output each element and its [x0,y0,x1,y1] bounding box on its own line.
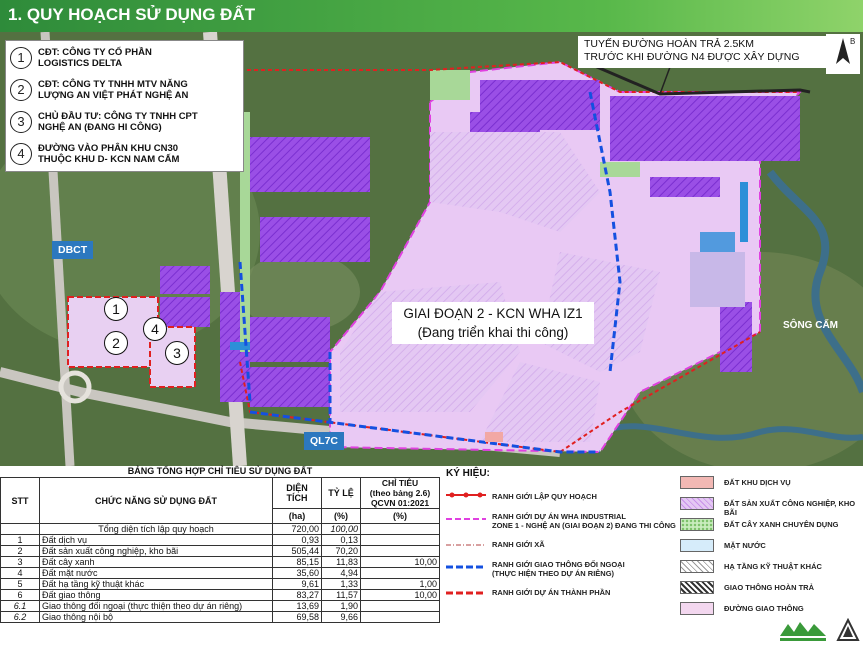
cell [361,535,440,546]
col-area: DIỆN TÍCH [273,478,322,509]
cell: 83,27 [273,590,322,601]
blue-dash-line-icon [446,562,486,572]
symbol-label: RANH GIỚI LẬP QUY HOẠCH [492,492,597,501]
col-norm: CHỈ TIÊU (theo bảng 2.6) QCVN 01:2021 [361,478,440,509]
cell [361,568,440,579]
cell: 85,15 [273,557,322,568]
header-bar [0,0,863,32]
legend-text: CĐT: CÔNG TY TNHH MTV NĂNG LƯỢNG AN VIỆT PHÁT NGHỆ AN [38,79,189,101]
return-road-note: TUYẾN ĐƯỜNG HOÀN TRẢ 2.5KM TRƯỚC KHI ĐƯỜNG N4 ĐƯỢC XÂY DỰNG [578,36,826,68]
cell: 1,90 [322,601,361,612]
table-row [1,612,440,623]
cell: 10,00 [361,557,440,568]
map-marker[interactable]: 3 [165,341,189,365]
cell: 1,33 [322,579,361,590]
cell: 9,66 [322,612,361,623]
col-stt: STT [1,478,40,524]
red-dot-line-icon [446,490,486,500]
cell: 4 [1,568,40,579]
cell: 6.1 [1,601,40,612]
land-use-grid [0,477,440,623]
legend-item [6,107,243,137]
legend-text: CHỦ ĐẦU TƯ: CÔNG TY TNHH CPT NGHỆ AN (ĐANG HI CÔNG) [38,111,198,133]
table-row [1,535,440,546]
cell: 11,83 [322,557,361,568]
cell: Đất cây xanh [40,557,273,568]
symbol-label: RANH GIỚI XÃ [492,540,545,549]
project-legend [5,40,244,172]
cell [361,601,440,612]
table-row [1,557,440,568]
table-row [1,546,440,557]
red-dash-line-icon [446,588,486,598]
symbol-label: ĐẤT KHU DỊCH VỤ [724,478,791,487]
company-logo [778,618,828,644]
symbol-label: MẶT NƯỚC [724,541,766,550]
legend-item [6,43,243,73]
symbol-label: ĐẤT CÂY XANH CHUYÊN DỤNG [724,520,839,529]
marker-number: 3 [10,111,32,133]
green-land-swatch [680,518,714,531]
marker-number: 1 [10,47,32,69]
unit-ratio: (%) [322,509,361,524]
cell: 0,13 [322,535,361,546]
industrial-block [245,137,370,192]
table-row [1,601,440,612]
symbol-label: HẠ TẦNG KỸ THUẬT KHÁC [724,562,822,571]
col-function: CHỨC NĂNG SỬ DỤNG ĐẤT [40,478,273,524]
cell: 69,58 [273,612,322,623]
cell: 11,57 [322,590,361,601]
cell: Đất dịch vụ [40,535,273,546]
cell: 6.2 [1,612,40,623]
unit-norm: (%) [361,509,440,524]
land-use-table [0,466,440,648]
marker-number: 4 [10,143,32,165]
unit-area: (ha) [273,509,322,524]
cell: 1 [1,535,40,546]
cell: Giao thông nội bộ [40,612,273,623]
industrial-block [260,217,370,262]
legend-item [6,75,243,105]
cell: Giao thông đối ngoại (thực thiện theo dự án riêng) [40,601,273,612]
cell: 70,20 [322,546,361,557]
label-dbct: DBCT [52,241,93,259]
industrial-block [610,96,800,161]
map-marker[interactable]: 2 [104,331,128,355]
symbol-label: RANH GIỚI GIAO THÔNG ĐỐI NGOẠI (THỰC HIỆN THEO DỰ ÁN RIÊNG) [492,560,625,578]
industrial-land-swatch [680,497,714,510]
symbol-label: RANH GIỚI DỰ ÁN THÀNH PHẦN [492,588,611,597]
iso-badge-icon [836,618,860,644]
cell [361,612,440,623]
cell: 13,69 [273,601,322,612]
cell: 3 [1,557,40,568]
cell: 35,60 [273,568,322,579]
cell: 10,00 [361,590,440,601]
cell-total-ratio: 100,00 [322,524,361,535]
cell: 0,93 [273,535,322,546]
cell-total-label: Tổng diện tích lập quy hoạch [40,524,273,535]
compass-icon [826,34,860,74]
cell: Đất giao thông [40,590,273,601]
cell: Đất hạ tầng kỹ thuật khác [40,579,273,590]
cell-total-area: 720,00 [273,524,322,535]
cell: 505,44 [273,546,322,557]
marker-number: 2 [10,79,32,101]
col-ratio: TỶ LỆ [322,478,361,509]
phase2-label [392,302,594,344]
cell: 1,00 [361,579,440,590]
water-swatch [680,539,714,552]
water-body [700,232,735,252]
cell: Đất mặt nước [40,568,273,579]
cell: 2 [1,546,40,557]
magenta-dash-line-icon [446,514,486,524]
table-row-total [1,524,440,535]
symbol-label: RANH GIỚI DỰ ÁN WHA INDUSTRIAL ZONE 1 - NGHỆ AN (GIAI ĐOẠN 2) ĐANG THI CÔNG [492,512,676,530]
infrastructure-swatch [680,560,714,573]
symbol-title: KÝ HIỆU: [446,468,490,479]
cell: 5 [1,579,40,590]
return-road-swatch [680,581,714,594]
svg-text:B: B [850,37,856,46]
symbol-label: ĐƯỜNG GIAO THÔNG [724,604,804,613]
cell: Đất sản xuất công nghiệp, kho bãi [40,546,273,557]
dash-dot-line-icon [446,540,486,550]
service-land-swatch [680,476,714,489]
phase2-subtitle: (Đang triển khai thi công) [417,325,569,340]
table-row [1,568,440,579]
phase2-title: GIAI ĐOẠN 2 - KCN WHA IZ1 [403,306,583,321]
label-song-cam: SÔNG CẤM [783,320,838,331]
table-title: BẢNG TỔNG HỢP CHỈ TIÊU SỬ DỤNG ĐẤT [127,466,313,476]
table-row [1,590,440,601]
cell: 9,61 [273,579,322,590]
legend-item [6,139,243,169]
symbol-label: ĐẤT SẢN XUẤT CÔNG NGHIỆP, KHO BÃI [724,499,856,517]
road-swatch [680,602,714,615]
map-marker[interactable]: 4 [143,317,167,341]
cell: 4,94 [322,568,361,579]
cell [361,546,440,557]
legend-text: ĐƯỜNG VÀO PHÂN KHU CN30 THUỘC KHU D- KCN NAM CẤM [38,143,180,165]
label-ql7c: QL7C [304,432,344,450]
page-title: 1. QUY HOẠCH SỬ DỤNG ĐẤT [8,5,256,24]
cell: 6 [1,590,40,601]
table-row [1,579,440,590]
legend-text: CĐT: CÔNG TY CỔ PHẦN LOGISTICS DELTA [38,47,152,69]
map-marker[interactable]: 1 [104,297,128,321]
symbol-label: GIAO THÔNG HOÀN TRẢ [724,583,814,592]
